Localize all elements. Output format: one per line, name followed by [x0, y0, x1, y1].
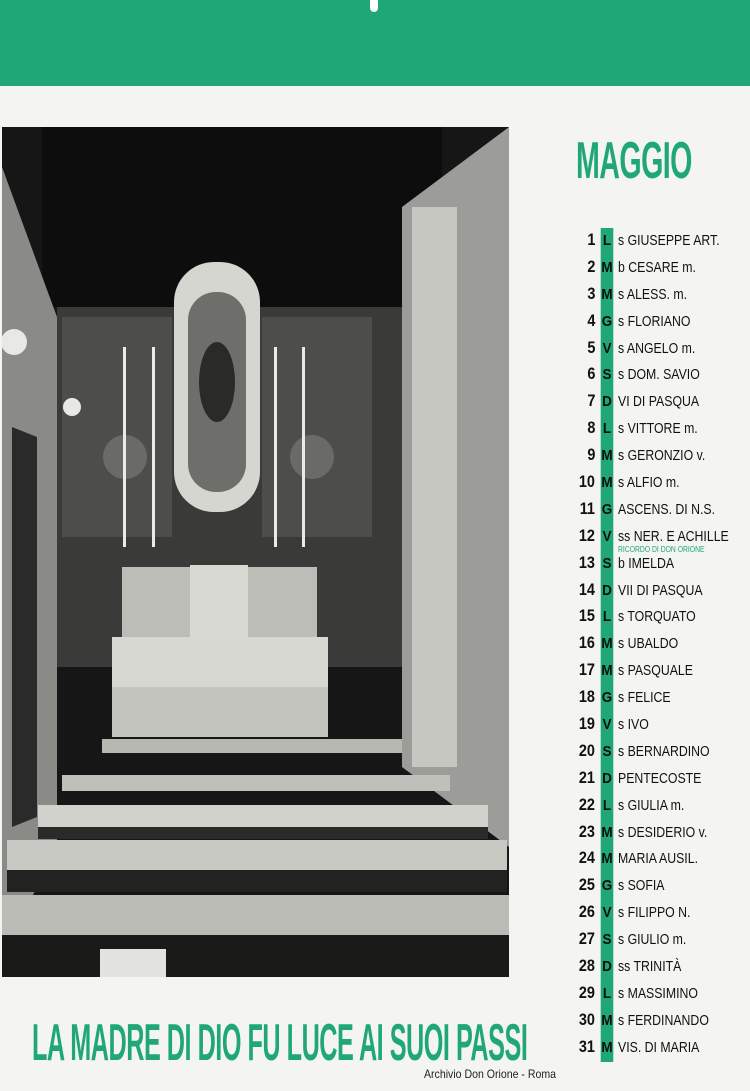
saint-name: s GIULIO m.: [618, 931, 687, 949]
day-number: 29: [578, 982, 595, 1002]
weekday-letter: D: [601, 389, 614, 416]
day-number: 31: [578, 1036, 595, 1056]
saint-name: VIS. DI MARIA: [618, 1038, 700, 1056]
weekday-letter: L: [601, 604, 614, 631]
day-row: [560, 416, 750, 443]
weekday-letter: G: [601, 309, 614, 336]
day-row: [560, 739, 750, 766]
day-row: [560, 282, 750, 309]
day-row: [560, 551, 750, 578]
day-row: [560, 362, 750, 389]
weekday-letter: L: [601, 228, 614, 255]
saint-name: s FLORIANO: [618, 312, 691, 330]
archive-watermark: Archivio Don Orione - Roma: [424, 1067, 557, 1081]
month-title: MAGGIO: [576, 132, 692, 190]
day-row: [560, 766, 750, 793]
saint-name: s GERONZIO v.: [618, 447, 706, 465]
weekday-letter: M: [601, 443, 614, 470]
weekday-letter: M: [601, 820, 614, 847]
weekday-letter: G: [601, 497, 614, 524]
saint-name: s SOFIA: [618, 877, 665, 895]
day-row: [560, 1035, 750, 1062]
saint-name: ss TRINITÀ: [618, 958, 682, 976]
day-number: 8: [586, 418, 595, 438]
day-number: 25: [578, 875, 595, 895]
weekday-letter: S: [601, 739, 614, 766]
weekday-letter: L: [601, 416, 614, 443]
day-row: [560, 712, 750, 739]
weekday-letter: M: [601, 1035, 614, 1062]
weekday-letter: M: [601, 658, 614, 685]
day-number: 19: [578, 714, 595, 734]
day-number: 11: [579, 498, 595, 518]
weekday-letter: M: [601, 282, 614, 309]
saint-name: ASCENS. DI N.S.: [618, 500, 716, 518]
saint-name: VI DI PASQUA: [618, 393, 700, 411]
saint-name: s MASSIMINO: [618, 984, 698, 1002]
weekday-letter: M: [601, 846, 614, 873]
day-row: [560, 470, 750, 497]
day-number: 18: [578, 687, 595, 707]
saint-name: s FELICE: [618, 689, 671, 707]
day-row: [560, 846, 750, 873]
day-number: 17: [578, 660, 595, 680]
weekday-letter: D: [601, 578, 614, 605]
weekday-letter: M: [601, 631, 614, 658]
day-number: 16: [578, 633, 595, 653]
day-number: 2: [586, 256, 595, 276]
day-number: 4: [586, 310, 595, 330]
day-number: 12: [578, 525, 595, 545]
saint-name: s FILIPPO N.: [618, 904, 691, 922]
day-row: [560, 685, 750, 712]
day-number: 1: [586, 230, 595, 249]
day-number: 30: [578, 1009, 595, 1029]
saint-name: s ALESS. m.: [618, 285, 688, 303]
day-number: 28: [578, 956, 595, 976]
day-number: 14: [578, 579, 595, 599]
saint-name: s DOM. SAVIO: [618, 366, 700, 384]
day-row: [560, 309, 750, 336]
saint-name: ss NER. E ACHILLE: [618, 527, 729, 545]
day-number: 23: [578, 821, 595, 841]
day-row: [560, 336, 750, 363]
day-number: 7: [586, 391, 595, 411]
day-row: [560, 497, 750, 524]
saint-name: s BERNARDINO: [618, 742, 710, 760]
saint-name: b CESARE m.: [618, 258, 696, 276]
day-number: 13: [578, 552, 595, 572]
day-row: [560, 927, 750, 954]
day-row: [560, 228, 750, 255]
top-green-band: [0, 0, 750, 86]
weekday-letter: S: [601, 362, 614, 389]
saint-name: s VITTORE m.: [618, 420, 698, 438]
day-number: 15: [578, 606, 595, 626]
weekday-letter: M: [601, 255, 614, 282]
day-number: 9: [586, 445, 595, 465]
saint-name: s TORQUATO: [618, 608, 696, 626]
day-row: [560, 820, 750, 847]
weekday-letter: V: [601, 712, 614, 739]
chapel-photo: [2, 127, 509, 977]
weekday-letter: D: [601, 954, 614, 981]
day-number: 10: [578, 472, 595, 492]
saint-name: s FERDINANDO: [618, 1011, 709, 1029]
saint-name: b IMELDA: [618, 554, 675, 572]
day-row: [560, 954, 750, 981]
day-number: 24: [578, 848, 595, 868]
weekday-letter: G: [601, 685, 614, 712]
saint-name: VII DI PASQUA: [618, 581, 703, 599]
day-row: [560, 981, 750, 1008]
day-list: [560, 228, 750, 1062]
saint-name: MARIA AUSIL.: [618, 850, 698, 868]
day-row: [560, 1008, 750, 1035]
day-number: 6: [586, 364, 595, 384]
day-row: [560, 658, 750, 685]
weekday-letter: L: [601, 793, 614, 820]
weekday-letter: V: [601, 900, 614, 927]
weekday-letter: D: [601, 766, 614, 793]
day-row: [560, 443, 750, 470]
weekday-letter: M: [601, 470, 614, 497]
hanging-hole: [370, 0, 378, 12]
saint-name: s ALFIO m.: [618, 474, 680, 492]
day-number: 27: [578, 929, 595, 949]
day-number: 26: [578, 902, 595, 922]
weekday-letter: S: [601, 927, 614, 954]
saint-name: s PASQUALE: [618, 662, 693, 680]
day-row: [560, 793, 750, 820]
motto-caption: LA MADRE DI DIO FU LUCE AI SUOI PASSI: [32, 1014, 528, 1072]
day-row: [560, 604, 750, 631]
saint-name: PENTECOSTE: [618, 769, 702, 787]
day-number: 21: [578, 767, 595, 787]
saint-name: s IVO: [618, 716, 649, 734]
saint-name: s UBALDO: [618, 635, 679, 653]
day-row: [560, 578, 750, 605]
day-number: 5: [586, 337, 595, 357]
saint-name: s DESIDERIO v.: [618, 823, 708, 841]
day-row: [560, 631, 750, 658]
day-number: 22: [578, 794, 595, 814]
day-note: RICORDO DI DON ORIONE: [618, 544, 705, 554]
weekday-letter: V: [601, 524, 614, 551]
weekday-letter: L: [601, 981, 614, 1008]
weekday-letter: V: [601, 336, 614, 363]
day-row: [560, 873, 750, 900]
saint-name: s GIUSEPPE ART.: [618, 232, 720, 249]
weekday-letter: G: [601, 873, 614, 900]
day-row: [560, 900, 750, 927]
saint-name: s ANGELO m.: [618, 339, 696, 357]
day-row: [560, 389, 750, 416]
day-row: [560, 255, 750, 282]
saint-name: s GIULIA m.: [618, 796, 685, 814]
weekday-letter: S: [601, 551, 614, 578]
day-row: [560, 524, 750, 554]
day-number: 3: [586, 283, 595, 303]
weekday-letter: M: [601, 1008, 614, 1035]
day-number: 20: [578, 740, 595, 760]
